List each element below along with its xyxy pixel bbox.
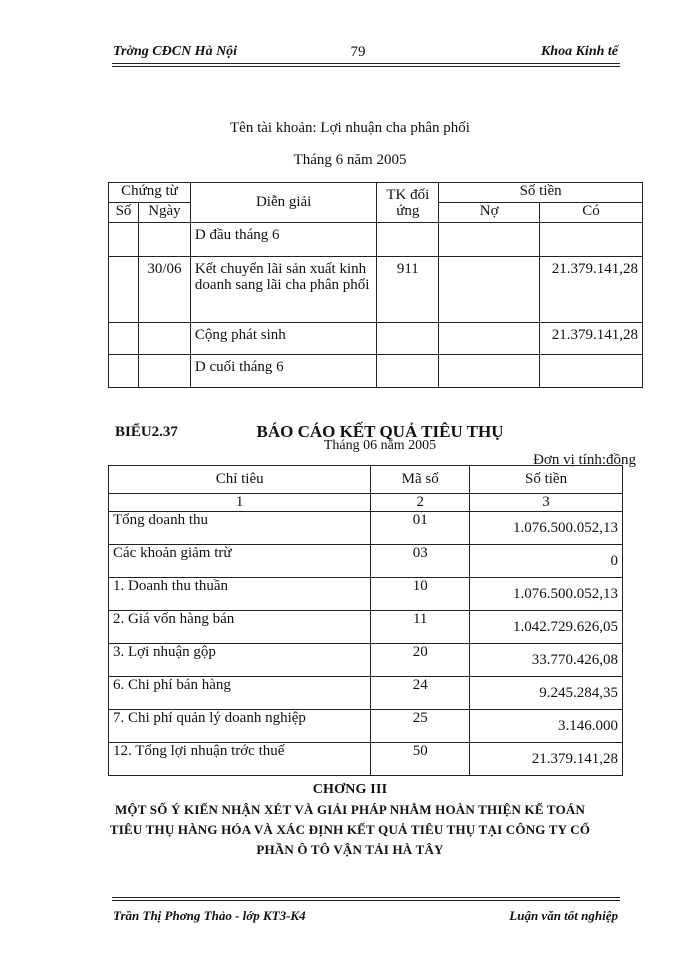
cell-code: 10 <box>371 578 470 611</box>
cell-item: Các khoản giảm trừ <box>109 545 371 578</box>
table-row <box>109 355 643 388</box>
cell-item: 2. Giá vốn hàng bán <box>109 611 371 644</box>
table-row <box>109 743 623 776</box>
cell-code: 11 <box>371 611 470 644</box>
cell-amount: 9.245.284,35 <box>470 677 623 710</box>
table-row <box>109 611 623 644</box>
debit-header: Nợ <box>439 203 540 223</box>
cell-date <box>138 355 190 388</box>
table-row <box>109 323 643 355</box>
cell-account <box>377 355 439 388</box>
cell-date <box>138 223 190 257</box>
cell-account <box>377 323 439 355</box>
cell-credit <box>539 223 642 257</box>
amount-header: Số tiền <box>439 183 643 203</box>
header-faculty: Khoa Kinh tế <box>540 44 618 59</box>
report-label: BIỂU2.37 <box>115 424 178 440</box>
cell-credit: 21.379.141,28 <box>539 323 642 355</box>
table-row <box>109 677 623 710</box>
footer-rule <box>112 897 620 898</box>
cell-amount: 33.770.426,08 <box>470 644 623 677</box>
cell-amount: 21.379.141,28 <box>470 743 623 776</box>
table-row <box>109 710 623 743</box>
credit-header: Có <box>539 203 642 223</box>
voucher-header: Chứng từ <box>109 183 191 203</box>
table-row <box>109 644 623 677</box>
header-rule <box>112 63 620 64</box>
table-row <box>109 223 643 257</box>
cell-item: 3. Lợi nhuận gộp <box>109 644 371 677</box>
cell-number <box>109 323 139 355</box>
amount-header: Số tiền <box>470 466 623 494</box>
cell-item: 7. Chi phí quản lý doanh nghiệp <box>109 710 371 743</box>
cell-item: Tổng doanh thu <box>109 512 371 545</box>
chapter-title-line1: MỘT SỐ Ý KIẾN NHẬN XÉT VÀ GIẢI PHÁP NHẰM HOÀN THIỆN KẾ TOÁN <box>114 802 586 817</box>
ledger-table <box>108 182 643 388</box>
header-rule-2 <box>112 66 620 67</box>
cell-account: 911 <box>377 257 439 323</box>
cell-number <box>109 223 139 257</box>
table-row <box>109 545 623 578</box>
ledger-period: Tháng 6 năm 2005 <box>293 152 407 168</box>
cell-debit <box>439 355 540 388</box>
cell-number <box>109 355 139 388</box>
report-title: BÁO CÁO KẾT QUẢ TIÊU THỤ <box>256 422 504 441</box>
cell-code: 25 <box>371 710 470 743</box>
date-header: Ngày <box>138 203 190 223</box>
cell-item: 12. Tổng lợi nhuận trớc thuế <box>109 743 371 776</box>
table-row <box>109 512 623 545</box>
cell-credit: 21.379.141,28 <box>539 257 642 323</box>
page-number: 79 <box>350 44 366 60</box>
code-header: Mã số <box>371 466 470 494</box>
chapter-title-line2: TIÊU THỤ HÀNG HÓA VÀ XÁC ĐỊNH KẾT QUẢ TIÊU THỤ TẠI CÔNG TY CỔ <box>109 822 591 837</box>
cell-code: 24 <box>371 677 470 710</box>
cell-debit <box>439 257 540 323</box>
index-cell: 2 <box>371 494 470 512</box>
index-cell: 1 <box>109 494 371 512</box>
cell-number <box>109 257 139 323</box>
footer-rule-2 <box>112 900 620 901</box>
report-unit: Đơn vị tính:đồng <box>533 452 636 468</box>
table-row <box>109 257 643 323</box>
cell-code: 03 <box>371 545 470 578</box>
report-table <box>108 465 623 776</box>
cell-amount: 0 <box>470 545 623 578</box>
cell-item: 1. Doanh thu thuần <box>109 578 371 611</box>
ledger-account-title: Tên tài khoản: Lợi nhuận cha phân phối <box>230 120 470 136</box>
footer-author: Trần Thị Phơng Thảo - lớp KT3-K4 <box>113 908 306 923</box>
cell-description: Kết chuyển lãi sản xuất kinh doanh sang lãi cha phân phối <box>190 257 376 323</box>
table-row <box>109 578 623 611</box>
cell-description: Cộng phát sinh <box>190 323 376 355</box>
cell-item: 6. Chi phí bán hàng <box>109 677 371 710</box>
description-header: Diễn giải <box>190 183 376 223</box>
index-cell: 3 <box>470 494 623 512</box>
chapter-title-line3: PHẦN Ô TÔ VẬN TẢI HÀ TÂY <box>256 842 444 857</box>
number-header: Số <box>109 203 139 223</box>
chapter-heading: CHƠNG III <box>312 782 388 797</box>
cell-date: 30/06 <box>138 257 190 323</box>
cell-debit <box>439 323 540 355</box>
cell-amount: 3.146.000 <box>470 710 623 743</box>
cell-date <box>138 323 190 355</box>
report-period: Tháng 06 năm 2005 <box>323 438 437 453</box>
cell-amount: 1.076.500.052,13 <box>470 512 623 545</box>
cell-debit <box>439 223 540 257</box>
cell-code: 20 <box>371 644 470 677</box>
account-header: TK đối ứng <box>377 183 439 223</box>
cell-amount: 1.076.500.052,13 <box>470 578 623 611</box>
cell-amount: 1.042.729.626,05 <box>470 611 623 644</box>
item-header: Chỉ tiêu <box>109 466 371 494</box>
cell-code: 50 <box>371 743 470 776</box>
cell-credit <box>539 355 642 388</box>
cell-description: D đầu tháng 6 <box>190 223 376 257</box>
footer-thesis: Luận văn tốt nghiệp <box>509 908 618 923</box>
cell-account <box>377 223 439 257</box>
cell-description: D cuối tháng 6 <box>190 355 376 388</box>
cell-code: 01 <box>371 512 470 545</box>
header-school: Trờng CĐCN Hà Nội <box>113 44 238 59</box>
